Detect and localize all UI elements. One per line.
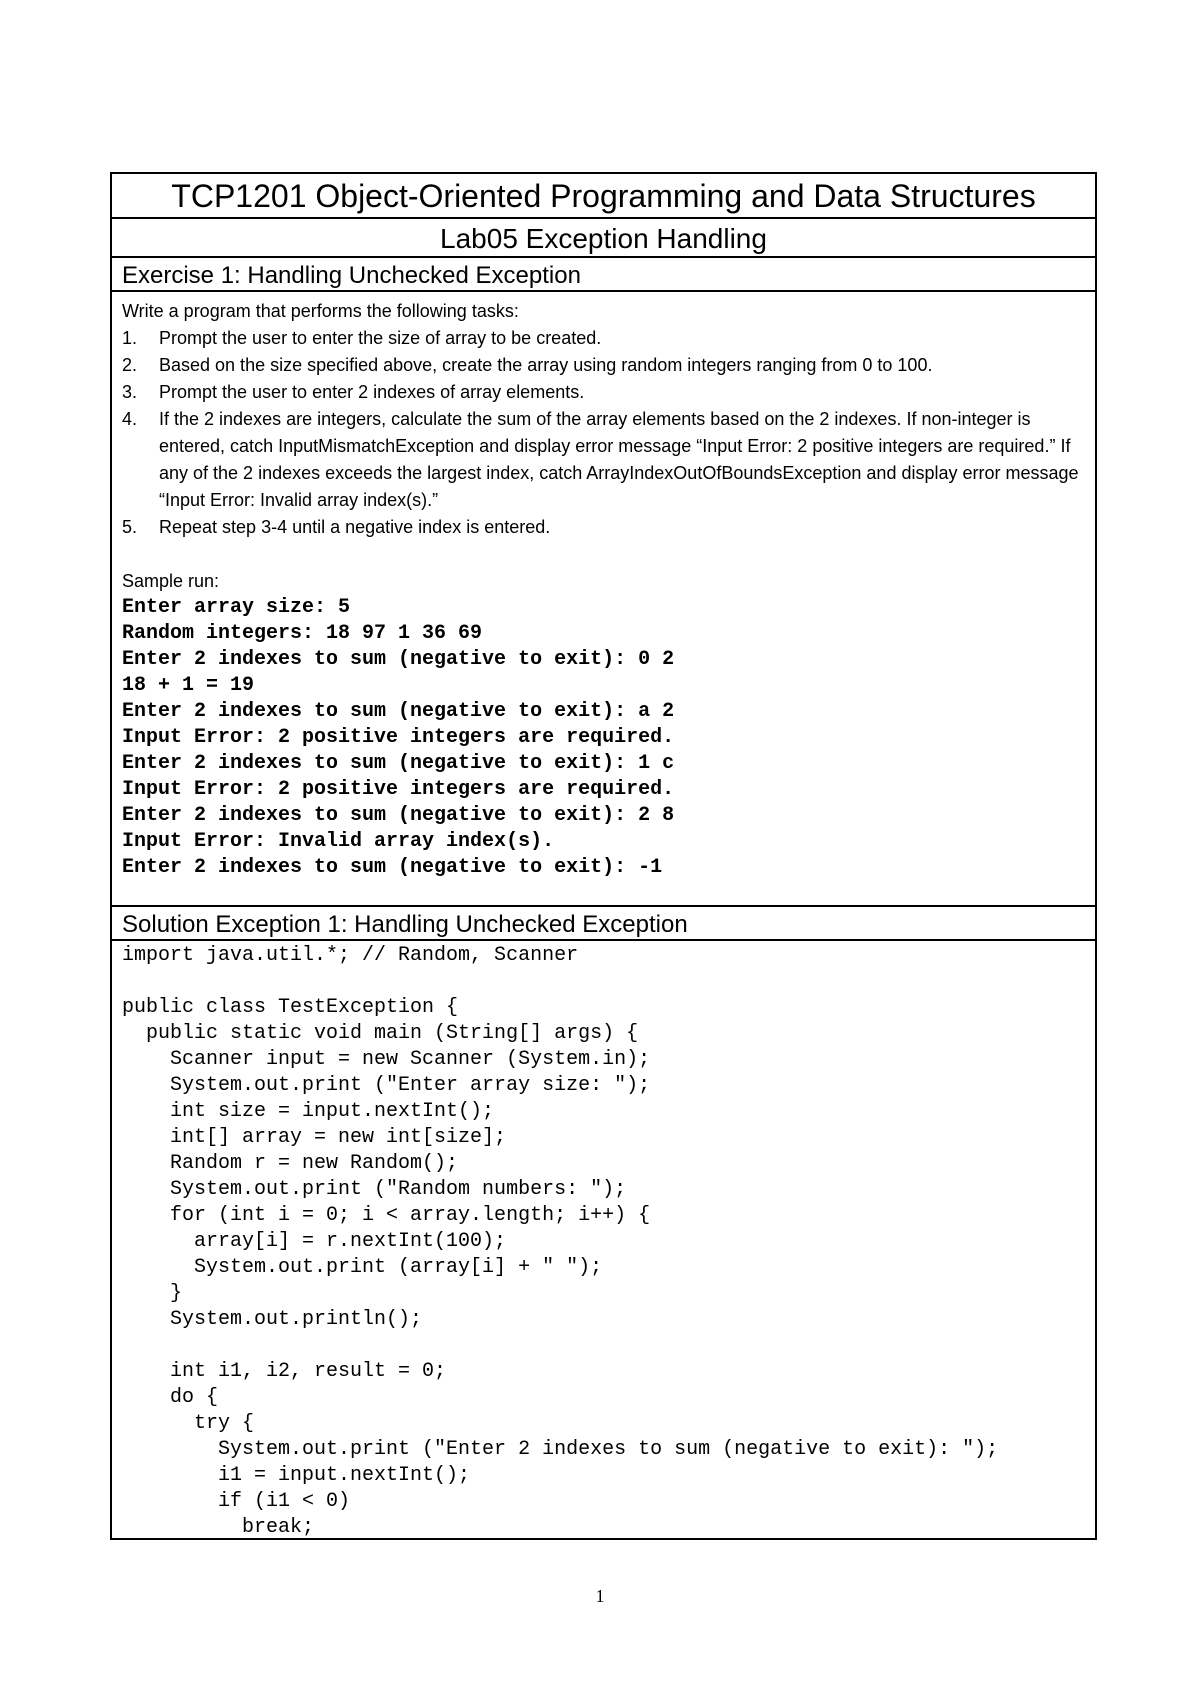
task-item bbox=[122, 352, 1085, 379]
code-line: Scanner input = new Scanner (System.in); bbox=[122, 1048, 651, 1071]
sample-output-line: 18 + 1 = 19 bbox=[122, 674, 255, 697]
task-item bbox=[122, 514, 1085, 541]
code-line bbox=[122, 969, 1085, 995]
code-line: System.out.print (array[i] + " "); bbox=[122, 1256, 603, 1279]
sample-output-line: Input Error: 2 positive integers are required. bbox=[122, 778, 675, 801]
task-text: If the 2 indexes are integers, calculate the sum of the array elements based on the 2 indexes. If non-integer is entered, catch InputMismatchException and display error message “Input Error: 2 positive integers are required.” If any of the 2 indexes exceeds the largest index, catch ArrayIndexOutOfBoundsException and display error message “Input Error: Invalid array index(s).” bbox=[159, 409, 1079, 510]
task-number: 1. bbox=[122, 328, 138, 348]
task-number: 3. bbox=[122, 382, 138, 402]
sample-output-line: Enter array size: 5 bbox=[122, 596, 351, 619]
code-line: System.out.print ("Random numbers: "); bbox=[122, 1178, 627, 1201]
code-line: public static void main (String[] args) { bbox=[122, 1022, 639, 1045]
code-line: System.out.print ("Enter array size: "); bbox=[122, 1074, 651, 1097]
code-line: array[i] = r.nextInt(100); bbox=[122, 1230, 507, 1253]
code-line: import java.util.*; // Random, Scanner bbox=[122, 944, 579, 967]
sample-output-line: Enter 2 indexes to sum (negative to exit): -1 bbox=[122, 856, 663, 879]
task-item bbox=[122, 406, 1085, 514]
exercise-intro: Write a program that performs the following tasks: bbox=[122, 301, 519, 321]
code-line: do { bbox=[122, 1386, 219, 1409]
sample-output-line: Enter 2 indexes to sum (negative to exit): 2 8 bbox=[122, 804, 675, 827]
task-item bbox=[122, 325, 1085, 352]
sample-output-line: Enter 2 indexes to sum (negative to exit): a 2 bbox=[122, 700, 675, 723]
task-item bbox=[122, 379, 1085, 406]
task-text: Prompt the user to enter 2 indexes of array elements. bbox=[159, 382, 585, 402]
course-title: TCP1201 Object-Oriented Programming and Data Structures bbox=[112, 174, 1095, 219]
task-text: Based on the size specified above, create the array using random integers ranging from 0 to 100. bbox=[159, 355, 933, 375]
solution-heading: Solution Exception 1: Handling Unchecked Exception bbox=[112, 907, 1095, 941]
sample-output-line: Enter 2 indexes to sum (negative to exit): 1 c bbox=[122, 752, 675, 775]
task-list bbox=[122, 325, 1085, 541]
lab-title: Lab05 Exception Handling bbox=[112, 219, 1095, 258]
solution-code bbox=[112, 941, 1095, 1538]
sample-run-label: Sample run: bbox=[122, 571, 220, 591]
exercise-heading: Exercise 1: Handling Unchecked Exception bbox=[112, 258, 1095, 292]
exercise-body bbox=[112, 292, 1095, 907]
page-number: 1 bbox=[595, 1586, 605, 1606]
sample-run-output bbox=[122, 595, 1085, 881]
code-line: System.out.print ("Enter 2 indexes to sum (negative to exit): "); bbox=[122, 1438, 999, 1461]
code-line bbox=[122, 1333, 1085, 1359]
task-number: 5. bbox=[122, 517, 138, 537]
code-line: int[] array = new int[size]; bbox=[122, 1126, 507, 1149]
code-line: Random r = new Random(); bbox=[122, 1152, 459, 1175]
code-line: System.out.println(); bbox=[122, 1308, 423, 1331]
code-line: } bbox=[122, 1282, 183, 1305]
task-number: 2. bbox=[122, 355, 138, 375]
code-line: i1 = input.nextInt(); bbox=[122, 1464, 471, 1487]
lab-sheet-table bbox=[110, 172, 1097, 1540]
code-line: break; bbox=[122, 1516, 315, 1538]
code-line: if (i1 < 0) bbox=[122, 1490, 351, 1513]
task-number: 4. bbox=[122, 409, 138, 429]
task-text: Prompt the user to enter the size of array to be created. bbox=[159, 328, 602, 348]
task-text: Repeat step 3-4 until a negative index is entered. bbox=[159, 517, 551, 537]
code-line: try { bbox=[122, 1412, 255, 1435]
sample-output-line: Random integers: 18 97 1 36 69 bbox=[122, 622, 483, 645]
code-line: int i1, i2, result = 0; bbox=[122, 1360, 447, 1383]
code-line: public class TestException { bbox=[122, 996, 459, 1019]
sample-output-line: Input Error: 2 positive integers are required. bbox=[122, 726, 675, 749]
sample-output-line: Enter 2 indexes to sum (negative to exit): 0 2 bbox=[122, 648, 675, 671]
sample-output-line: Input Error: Invalid array index(s). bbox=[122, 830, 555, 853]
code-line: for (int i = 0; i < array.length; i++) { bbox=[122, 1204, 651, 1227]
code-line: int size = input.nextInt(); bbox=[122, 1100, 495, 1123]
